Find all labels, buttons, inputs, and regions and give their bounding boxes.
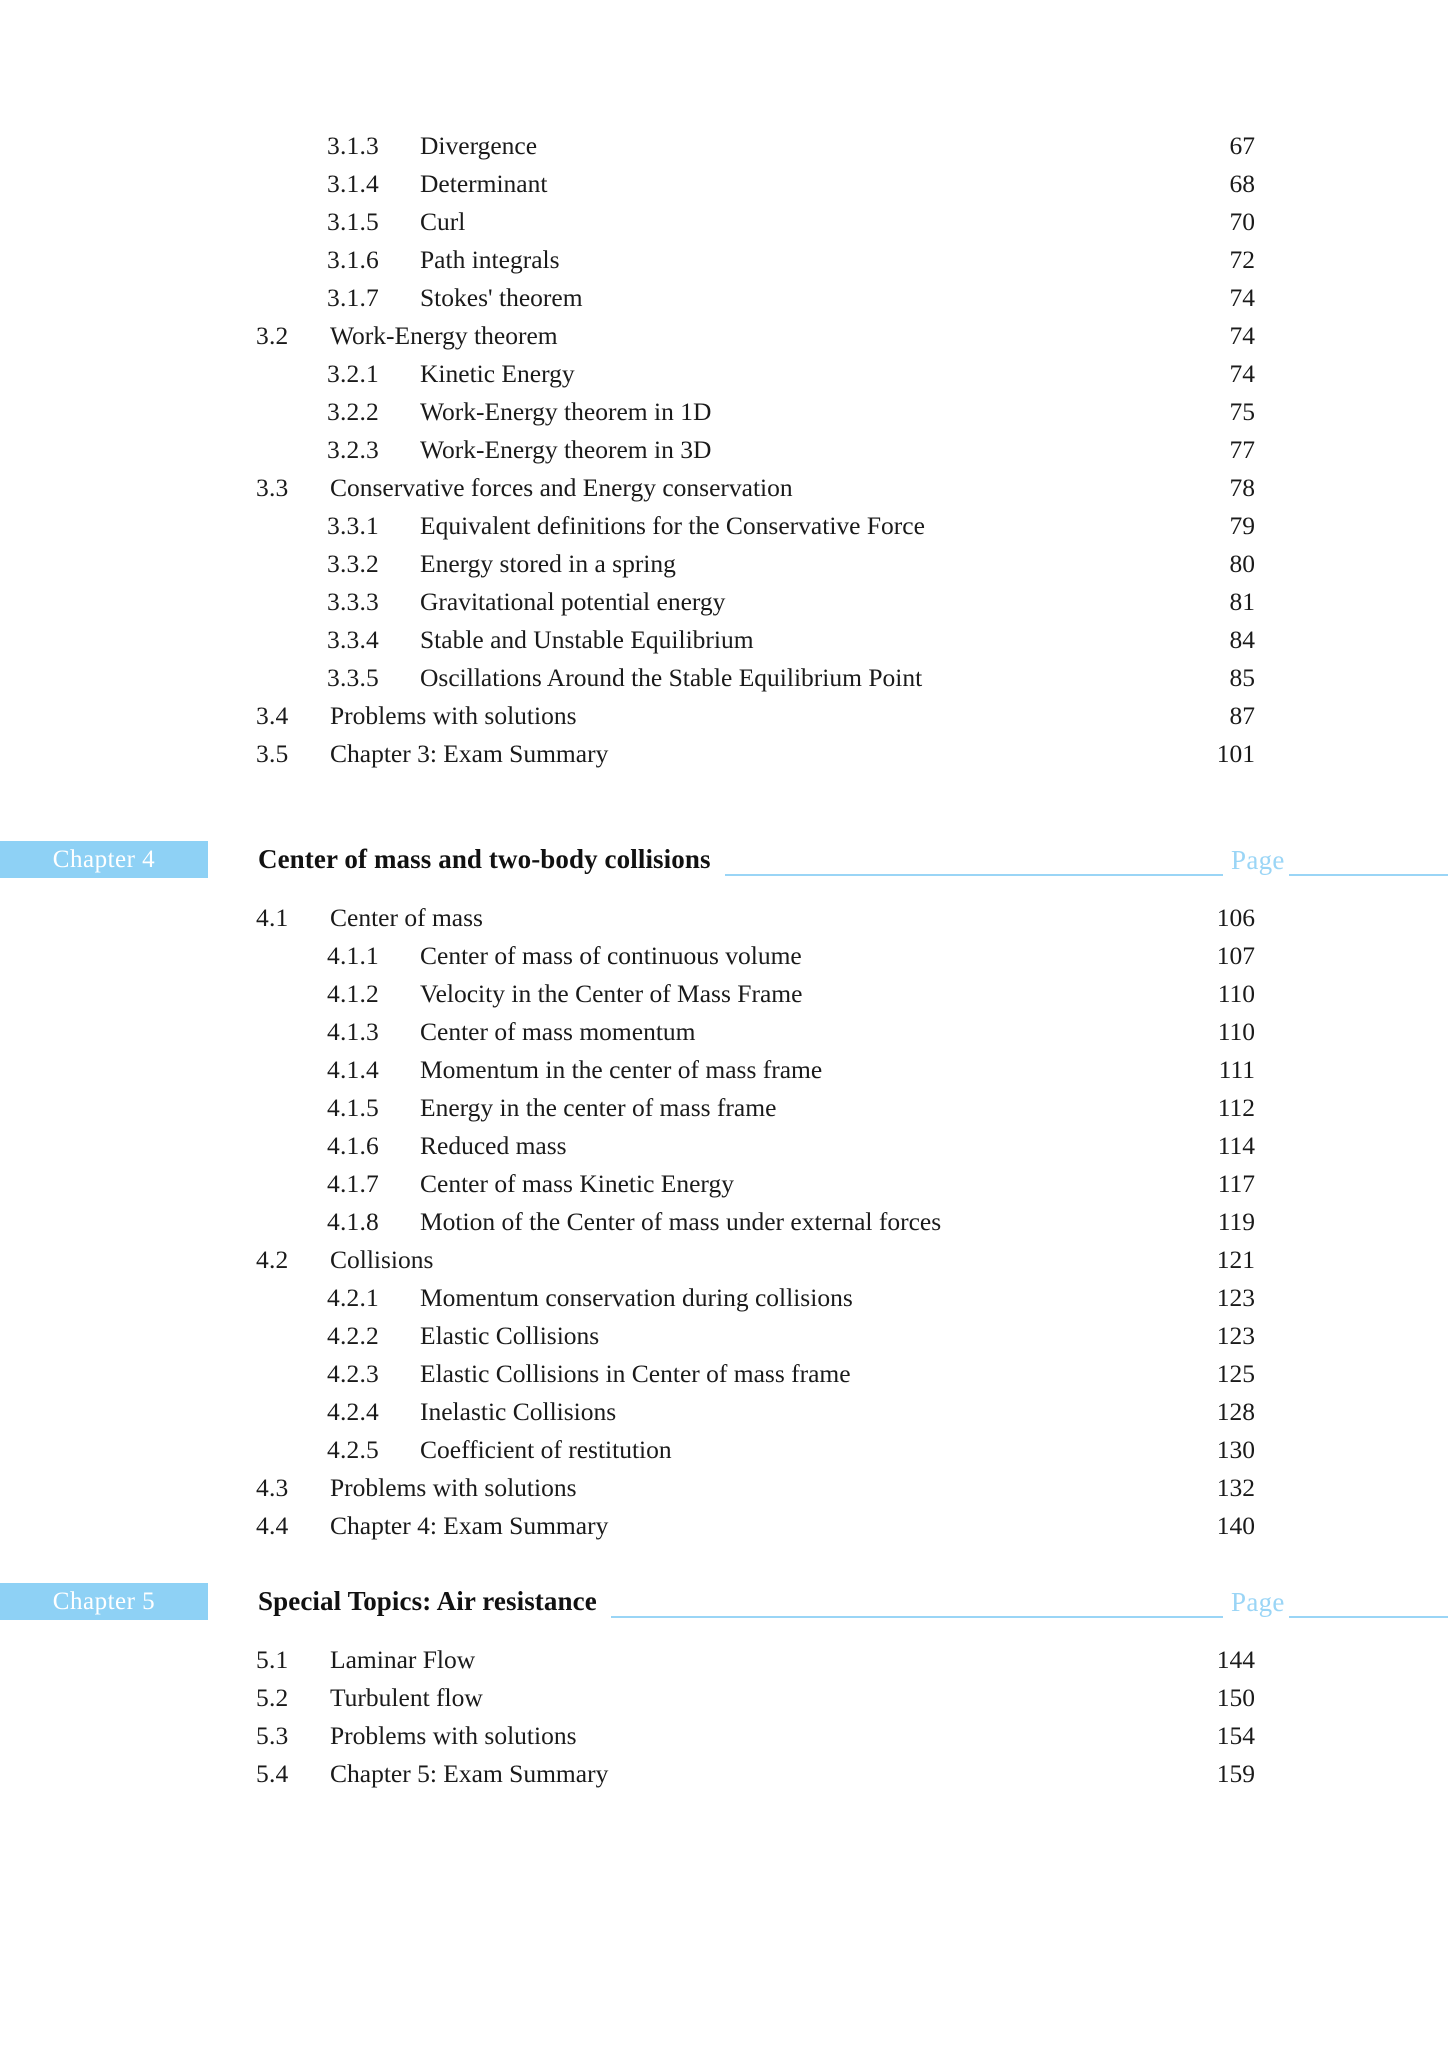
toc-entry-number: 3.2.2	[327, 397, 379, 426]
toc-entry-number: 4.1.3	[327, 1017, 379, 1046]
toc-entry[interactable]	[0, 1717, 1255, 1755]
toc-entry-page-number: 111	[1218, 1055, 1255, 1084]
toc-entry-title: Center of mass momentum	[420, 1017, 696, 1046]
toc-entry[interactable]	[0, 1355, 1255, 1393]
toc-entry-page-number: 85	[1229, 663, 1255, 692]
chapter-5-rule-right	[1289, 1616, 1448, 1618]
toc-entry-number: 3.3.5	[327, 663, 379, 692]
toc-entry-title: Center of mass Kinetic Energy	[420, 1169, 734, 1198]
toc-entry-number: 5.2	[256, 1683, 289, 1712]
toc-entry[interactable]	[0, 697, 1255, 735]
toc-entry[interactable]	[0, 469, 1255, 507]
toc-entry-page-number: 74	[1229, 321, 1255, 350]
toc-entry[interactable]	[0, 1469, 1255, 1507]
toc-entry-page-number: 121	[1216, 1245, 1255, 1274]
toc-entry-number: 3.2.1	[327, 359, 379, 388]
toc-entry-title: Chapter 4: Exam Summary	[330, 1511, 609, 1540]
toc-entry[interactable]	[0, 1431, 1255, 1469]
toc-entry-number: 5.3	[256, 1721, 289, 1750]
toc-entry-title: Velocity in the Center of Mass Frame	[420, 979, 803, 1008]
toc-entry-page-number: 128	[1216, 1397, 1255, 1426]
toc-entry-page-number: 81	[1229, 587, 1255, 616]
toc-entry-number: 3.3	[256, 473, 289, 502]
toc-entry[interactable]	[0, 1013, 1255, 1051]
toc-entry[interactable]	[0, 1393, 1255, 1431]
toc-entry-number: 4.1.1	[327, 941, 379, 970]
toc-entry[interactable]	[0, 1089, 1255, 1127]
toc-entry-title: Curl	[420, 207, 466, 236]
toc-entry[interactable]	[0, 127, 1255, 165]
toc-entry[interactable]	[0, 355, 1255, 393]
toc-entry-page-number: 154	[1216, 1721, 1255, 1750]
toc-entry-title: Gravitational potential energy	[420, 587, 726, 616]
toc-entry[interactable]	[0, 583, 1255, 621]
toc-entry-title: Stable and Unstable Equilibrium	[420, 625, 754, 654]
toc-entry[interactable]	[0, 203, 1255, 241]
toc-entry-number: 4.2.5	[327, 1435, 379, 1464]
toc-entry-title: Turbulent flow	[330, 1683, 483, 1712]
toc-entry-number: 4.1.7	[327, 1169, 379, 1198]
toc-entry-title: Conservative forces and Energy conservation	[330, 473, 793, 502]
toc-entry[interactable]	[0, 431, 1255, 469]
toc-entry-page-number: 74	[1229, 359, 1255, 388]
toc-entry-page-number: 79	[1229, 511, 1255, 540]
toc-entry[interactable]	[0, 1051, 1255, 1089]
chapter-3-continued-entries	[0, 127, 1255, 773]
toc-entry[interactable]	[0, 1507, 1255, 1545]
chapter-5-header	[0, 1583, 1448, 1639]
chapter-5-rule-left	[611, 1616, 1223, 1618]
toc-entry[interactable]	[0, 937, 1255, 975]
toc-entry-title: Problems with solutions	[330, 1721, 577, 1750]
toc-entry-page-number: 123	[1216, 1283, 1255, 1312]
toc-entry-page-number: 106	[1216, 903, 1255, 932]
toc-entry-title: Kinetic Energy	[420, 359, 575, 388]
chapter-4-header	[0, 841, 1448, 897]
chapter-5-section	[0, 1583, 1448, 1793]
toc-entry[interactable]	[0, 899, 1255, 937]
toc-entry-title: Stokes' theorem	[420, 283, 583, 312]
chapter-4-title[interactable]: Center of mass and two-body collisions	[258, 844, 711, 874]
toc-entry[interactable]	[0, 507, 1255, 545]
toc-entry-title: Problems with solutions	[330, 1473, 577, 1502]
toc-entry-page-number: 75	[1229, 397, 1255, 426]
toc-entry-title: Energy in the center of mass frame	[420, 1093, 777, 1122]
toc-entry[interactable]	[0, 1241, 1255, 1279]
toc-entry-title: Momentum in the center of mass frame	[420, 1055, 823, 1084]
toc-entry[interactable]	[0, 1203, 1255, 1241]
toc-entry-page-number: 150	[1216, 1683, 1255, 1712]
chapter-4-section	[0, 841, 1448, 1545]
toc-entry-page-number: 70	[1229, 207, 1255, 236]
toc-entry-page-number: 101	[1216, 739, 1255, 768]
toc-entry[interactable]	[0, 241, 1255, 279]
toc-list-chapter-4	[0, 899, 1255, 1545]
toc-entry-title: Problems with solutions	[330, 701, 577, 730]
toc-entry[interactable]	[0, 279, 1255, 317]
toc-entry-page-number: 114	[1217, 1131, 1255, 1160]
toc-entry-number: 3.5	[256, 739, 289, 768]
toc-entry-page-number: 117	[1217, 1169, 1255, 1198]
chapter-5-badge[interactable]: Chapter 5	[0, 1583, 208, 1620]
toc-entry-title: Inelastic Collisions	[420, 1397, 617, 1426]
toc-entry-page-number: 74	[1229, 283, 1255, 312]
toc-entry-number: 4.2.1	[327, 1283, 379, 1312]
toc-entry-number: 3.2.3	[327, 435, 379, 464]
toc-entry-number: 3.1.6	[327, 245, 379, 274]
toc-entry-number: 3.4	[256, 701, 289, 730]
toc-entry-title: Energy stored in a spring	[420, 549, 676, 578]
toc-entry-title: Divergence	[420, 131, 538, 160]
chapter-5-page-column-header: Page	[1231, 1587, 1285, 1617]
toc-entry-number: 5.1	[256, 1645, 289, 1674]
toc-entry[interactable]	[0, 1165, 1255, 1203]
toc-entry-page-number: 110	[1217, 979, 1255, 1008]
chapter-4-rule-left	[725, 874, 1223, 876]
toc-entry[interactable]	[0, 393, 1255, 431]
toc-entry-number: 3.3.3	[327, 587, 379, 616]
toc-entry-page-number: 77	[1229, 435, 1255, 464]
toc-entry[interactable]	[0, 165, 1255, 203]
toc-entry-title: Path integrals	[420, 245, 560, 274]
toc-entry-number: 4.2.4	[327, 1397, 379, 1426]
toc-entry-page-number: 132	[1216, 1473, 1255, 1502]
toc-entry-page-number: 140	[1216, 1511, 1255, 1540]
toc-entry-title: Collisions	[330, 1245, 434, 1274]
toc-entry-number: 4.4	[256, 1511, 289, 1540]
toc-entry-title: Chapter 5: Exam Summary	[330, 1759, 609, 1788]
chapter-4-badge[interactable]: Chapter 4	[0, 841, 208, 878]
toc-entry-title: Center of mass	[330, 903, 483, 932]
toc-entry-page-number: 110	[1217, 1017, 1255, 1046]
toc-entry[interactable]	[0, 545, 1255, 583]
toc-entry[interactable]	[0, 621, 1255, 659]
toc-entry-number: 4.1.2	[327, 979, 379, 1008]
toc-entry-number: 3.3.1	[327, 511, 379, 540]
toc-entry[interactable]	[0, 1279, 1255, 1317]
toc-entry-page-number: 68	[1229, 169, 1255, 198]
toc-entry[interactable]	[0, 1127, 1255, 1165]
toc-entry-title: Momentum conservation during collisions	[420, 1283, 853, 1312]
toc-entry-number: 3.1.5	[327, 207, 379, 236]
toc-entry[interactable]	[0, 1317, 1255, 1355]
toc-entry-number: 5.4	[256, 1759, 289, 1788]
toc-entry-page-number: 112	[1217, 1093, 1255, 1122]
toc-entry-number: 4.3	[256, 1473, 289, 1502]
toc-entry-page-number: 130	[1216, 1435, 1255, 1464]
toc-entry-title: Motion of the Center of mass under external forces	[420, 1207, 942, 1236]
toc-entry[interactable]	[0, 1679, 1255, 1717]
toc-entry-page-number: 72	[1229, 245, 1255, 274]
toc-entry[interactable]	[0, 1755, 1255, 1793]
chapter-4-rule-right	[1289, 874, 1448, 876]
toc-entry[interactable]	[0, 735, 1255, 773]
toc-entry-number: 3.1.7	[327, 283, 379, 312]
toc-list-chapter-3	[0, 127, 1255, 773]
toc-entry-page-number: 125	[1216, 1359, 1255, 1388]
toc-entry-number: 4.1.5	[327, 1093, 379, 1122]
toc-entry-number: 3.3.4	[327, 625, 379, 654]
toc-entry-title: Elastic Collisions	[420, 1321, 600, 1350]
toc-entry-number: 4.2.2	[327, 1321, 379, 1350]
toc-entry-page-number: 123	[1216, 1321, 1255, 1350]
chapter-4-page-column-header: Page	[1231, 845, 1285, 875]
toc-entry-title: Determinant	[420, 169, 548, 198]
toc-entry-number: 3.2	[256, 321, 289, 350]
toc-entry-number: 3.3.2	[327, 549, 379, 578]
toc-entry-page-number: 107	[1216, 941, 1255, 970]
toc-entry-number: 4.1	[256, 903, 289, 932]
toc-entry-title: Work-Energy theorem in 3D	[420, 435, 712, 464]
toc-entry-page-number: 67	[1229, 131, 1255, 160]
toc-entry-title: Elastic Collisions in Center of mass frame	[420, 1359, 851, 1388]
chapter-5-title[interactable]: Special Topics: Air resistance	[258, 1586, 597, 1616]
toc-entry-number: 3.1.4	[327, 169, 379, 198]
toc-list-chapter-5	[0, 1641, 1255, 1793]
toc-entry-number: 4.1.6	[327, 1131, 379, 1160]
toc-entry-page-number: 80	[1229, 549, 1255, 578]
toc-entry-title: Center of mass of continuous volume	[420, 941, 802, 970]
toc-entry-number: 4.2.3	[327, 1359, 379, 1388]
toc-entry-page-number: 144	[1216, 1645, 1255, 1674]
toc-entry-page-number: 87	[1229, 701, 1255, 730]
toc-entry-page-number: 159	[1216, 1759, 1255, 1788]
toc-entry-page-number: 78	[1229, 473, 1255, 502]
toc-entry-number: 3.1.3	[327, 131, 379, 160]
toc-entry-title: Reduced mass	[420, 1131, 567, 1160]
chapter-4-body	[0, 899, 1255, 1545]
toc-entry-title: Oscillations Around the Stable Equilibrium Point	[420, 663, 923, 692]
toc-entry[interactable]	[0, 1641, 1255, 1679]
toc-entry[interactable]	[0, 975, 1255, 1013]
toc-entry-number: 4.2	[256, 1245, 289, 1274]
toc-entry-page-number: 119	[1217, 1207, 1255, 1236]
toc-entry-page-number: 84	[1229, 625, 1255, 654]
toc-entry-title: Chapter 3: Exam Summary	[330, 739, 609, 768]
toc-entry[interactable]	[0, 317, 1255, 355]
toc-entry-number: 4.1.8	[327, 1207, 379, 1236]
toc-entry-title: Coefficient of restitution	[420, 1435, 672, 1464]
toc-entry-title: Work-Energy theorem	[330, 321, 558, 350]
toc-entry-title: Equivalent definitions for the Conservative Force	[420, 511, 925, 540]
toc-entry-number: 4.1.4	[327, 1055, 379, 1084]
chapter-5-body	[0, 1641, 1255, 1793]
toc-entry-title: Work-Energy theorem in 1D	[420, 397, 712, 426]
toc-entry-title: Laminar Flow	[330, 1645, 476, 1674]
toc-entry[interactable]	[0, 659, 1255, 697]
